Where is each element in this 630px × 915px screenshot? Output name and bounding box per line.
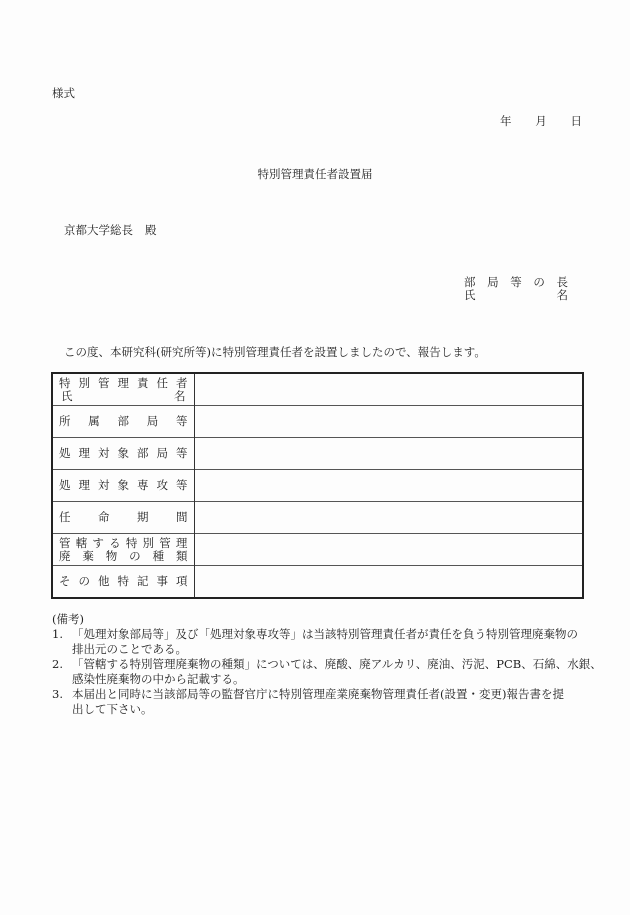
notes-section: (備考) 1. 「処理対象部局等」及び「処理対象専攻等」は当該特別管理責任者が責任を負う特別管理廃棄物の 排出元のことである。 2. 「管轄する特別管理廃棄物の種類」については、廃酸、廃アルカリ、廃油、汚泥、PCB、石綿、水銀、 感染性廃棄物の中から記載する。 3. 本届出と同時に当該部局等の監督官庁に特別管理産業廃棄物管理責任者(設置・変更)報告書を提 出して下さい。	[52, 612, 602, 716]
table-row	[52, 470, 583, 502]
note-item: 1. 「処理対象部局等」及び「処理対象専攻等」は当該特別管理責任者が責任を負う特別管理廃棄物の	[52, 627, 578, 641]
target-major-cell[interactable]	[194, 470, 583, 502]
form-label: 様式	[52, 86, 75, 100]
row-label: 管 轄 す る 特 別 管 理 廃 棄 物 の 種 類	[52, 534, 194, 566]
registration-table	[51, 372, 584, 599]
date-line	[500, 113, 582, 129]
table-row	[52, 502, 583, 534]
row-label: 任 命 期 間	[52, 502, 194, 534]
date-day: 日	[570, 114, 582, 128]
date-month: 月	[535, 114, 547, 128]
document-title: 特別管理責任者設置届	[257, 167, 373, 181]
manager-name-cell[interactable]	[194, 373, 583, 406]
addressee	[64, 222, 157, 238]
addressee-name: 京都大学総長	[64, 223, 133, 237]
table-row	[52, 406, 583, 438]
sender-block	[464, 276, 568, 302]
notes-heading: (備考)	[52, 612, 84, 626]
appointment-period-cell[interactable]	[194, 502, 583, 534]
other-remarks-cell[interactable]	[194, 566, 583, 599]
affiliation-cell[interactable]	[194, 406, 583, 438]
table-row	[52, 373, 583, 406]
table-row	[52, 534, 583, 566]
intro-text: この度、本研究科(研究所等)に特別管理責任者を設置しましたので、報告します。	[64, 345, 486, 359]
table-row	[52, 438, 583, 470]
row-label: 処 理 対 象 部 局 等	[52, 438, 194, 470]
note-item: 3. 本届出と同時に当該部局等の監督官庁に特別管理産業廃棄物管理責任者(設置・変更)報告書を提	[52, 687, 564, 701]
target-department-cell[interactable]	[194, 438, 583, 470]
row-label: 処 理 対 象 専 攻 等	[52, 470, 194, 502]
row-label: 所 属 部 局 等	[52, 406, 194, 438]
sender-title-line: 部 局 等 の 長	[464, 275, 568, 289]
date-year: 年	[500, 114, 512, 128]
sender-name-line: 氏 名	[464, 288, 568, 302]
row-label: 特 別 管 理 責 任 者 氏 名	[52, 373, 194, 406]
waste-type-cell[interactable]	[194, 534, 583, 566]
addressee-honorific: 殿	[145, 223, 157, 237]
note-item: 2. 「管轄する特別管理廃棄物の種類」については、廃酸、廃アルカリ、廃油、汚泥、PCB、石綿、水銀、	[52, 657, 602, 671]
table-row	[52, 566, 583, 599]
row-label: そ の 他 特 記 事 項	[52, 566, 194, 599]
